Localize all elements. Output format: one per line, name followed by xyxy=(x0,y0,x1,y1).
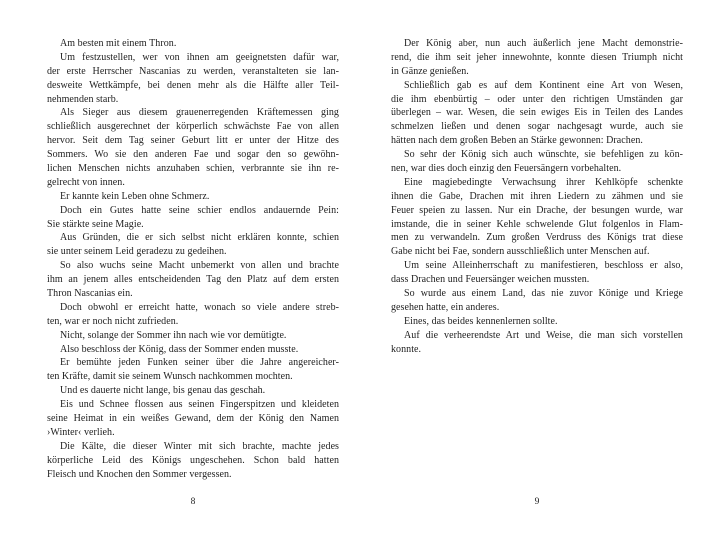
text-line: schmelzen ließen und denen sogar nachgesagt wurde, auch sie xyxy=(391,121,683,133)
text-line: Er bemühte jeden Funken seiner über die Jahre angereicher- xyxy=(60,357,339,369)
text-line: Auf die verheerendste Art und Weise, die man sich vorstellen xyxy=(404,329,683,341)
text-line: So also wuchs seine Macht unbemerkt von allen und brachte xyxy=(60,260,339,272)
text-line: lichen Menschen nichts anzuhaben schien, verbrannte sie ihn re- xyxy=(47,163,339,175)
text-line: Um seine Alleinherrschaft zu manifestieren, beschloss er also, xyxy=(404,260,683,272)
text-line: Er kannte kein Leben ohne Schmerz. xyxy=(60,190,210,202)
text-line: hervor. Seit dem Tag seiner Geburt litt er unter der Hitze des xyxy=(47,135,339,147)
text-line: So sehr der König sich auch wünschte, sie befehligen zu kön- xyxy=(404,149,683,161)
text-line: ihm an jenem alles entscheidenden Tag den Platz auf dem ersten xyxy=(47,274,339,286)
text-line: nen, war dies doch einzig den Feuersängern vorbehalten. xyxy=(391,163,622,175)
text-line: in Gänze genießen. xyxy=(391,65,469,77)
page-number-left: 8 xyxy=(190,497,196,507)
text-line: Doch obwohl er erreicht hatte, wonach so viele andere streb- xyxy=(60,301,339,313)
text-line: Nicht, solange der Sommer ihn nach wie vor demütigte. xyxy=(60,329,287,341)
text-line: Gabe nicht bei Fae, sondern ausschließlich unter Menschen auf. xyxy=(391,246,650,258)
page-left xyxy=(47,0,339,553)
text-line: überlegen – war. Wesen, die sein ewiges Eis in Teilen des Landes xyxy=(391,107,683,119)
text-line: konnte. xyxy=(391,343,422,355)
text-line: Doch ein Gutes hatte seine schier endlos andauernde Pein: xyxy=(60,204,339,216)
text-line: Die Kälte, die dieser Winter mit sich brachte, machte jedes xyxy=(60,440,339,452)
text-line: Thron Nascanias ein. xyxy=(47,288,133,300)
text-line: hätten nach dem großen Beben an Stärke gewonnen: Drachen. xyxy=(391,135,643,147)
text-line: Sommers. Wo sie den anderen Fae und sogar den so gewöhn- xyxy=(47,149,339,161)
text-line: Eis und Schnee flossen aus seinen Fingerspitzen und kleideten xyxy=(60,399,339,411)
text-line: nehmenden starb. xyxy=(47,93,119,105)
text-line: imstande, die in seiner Kehle schwelende Glut folgenlos in Flam- xyxy=(391,218,683,230)
text-line: sie unter seinem Leid geradezu zu gedeihen. xyxy=(47,246,227,258)
text-line: men zu verwandeln. Zum großen Verdruss des Königs trat diese xyxy=(391,232,683,244)
text-line: Am besten mit einem Thron. xyxy=(60,38,177,49)
text-line: Eine magiebedingte Verwachsung ihrer Kehlköpfe schenkte xyxy=(404,176,683,188)
text-line: der erste Herrscher Nascanias zu werden, veranstalteten sie lan- xyxy=(47,65,339,77)
text-line: seine Heimat in ein weißes Gewand, dem der König den Namen xyxy=(47,413,339,425)
text-line: Feuer speien zu lassen. Nur ein Drache, der besungen wurde, war xyxy=(391,204,683,216)
text-line: die ihm ebenbürtig – oder unter den richtigen Umständen gar xyxy=(391,93,683,105)
text-line: Eines, das beides kennenlernen sollte. xyxy=(404,315,558,327)
text-line: Um festzustellen, wer von ihnen am geeignetsten dafür war, xyxy=(60,51,339,63)
text-line: Der König aber, nun auch äußerlich jene Macht demonstrie- xyxy=(404,38,683,49)
text-line: ten Kräfte, damit sie seinem Wunsch nachkommen mochten. xyxy=(47,371,293,383)
text-line: ihnen die Gabe, Drachen mit ihren Liedern zu zähmen und sie xyxy=(391,190,683,202)
text-line: So wurde aus einem Land, das nie zuvor Könige und Kriege xyxy=(404,288,683,300)
text-line: körperliche Leid des Königs ungeschehen. Schon bald hatten xyxy=(47,454,339,466)
text-line: schließlich ausgerechnet der körperlich schwächste Fae von allen xyxy=(47,121,339,133)
text-line: Als Sieger aus diesem grauenerregenden Kräftemessen ging xyxy=(60,107,339,119)
page-right-text xyxy=(391,37,683,356)
text-line: ten, war er noch nicht zufrieden. xyxy=(47,315,179,327)
page-number-right: 9 xyxy=(534,497,540,507)
text-line: Sie stärkte seine Magie. xyxy=(47,218,144,230)
text-line: rend, die ihm seit jeher innewohnte, konnte diesen Triumph nicht xyxy=(391,51,683,63)
text-line: gesehen hatte, ein anderes. xyxy=(391,301,500,313)
text-line: Fleisch und Knochen den Sommer vergessen. xyxy=(47,468,232,480)
text-line: gelrecht von innen. xyxy=(47,176,125,188)
text-line: desweite Wettkämpfe, bei denen mehr als die Hälfte aller Teil- xyxy=(47,79,339,91)
text-line: Aus Gründen, die er sich selbst nicht erklären konnte, schien xyxy=(60,232,339,244)
text-line: Also beschloss der König, dass der Sommer enden musste. xyxy=(60,343,299,355)
text-line: Und es dauerte nicht lange, bis genau das geschah. xyxy=(60,385,266,397)
text-line: dass Drachen und Feuersänger weichen mussten. xyxy=(391,274,590,286)
page-right xyxy=(391,0,683,553)
text-line: ›Winter‹ verlieh. xyxy=(47,426,115,438)
page-left-text xyxy=(47,37,339,482)
text-line: Schließlich gab es auf dem Kontinent eine Art von Wesen, xyxy=(404,79,683,91)
